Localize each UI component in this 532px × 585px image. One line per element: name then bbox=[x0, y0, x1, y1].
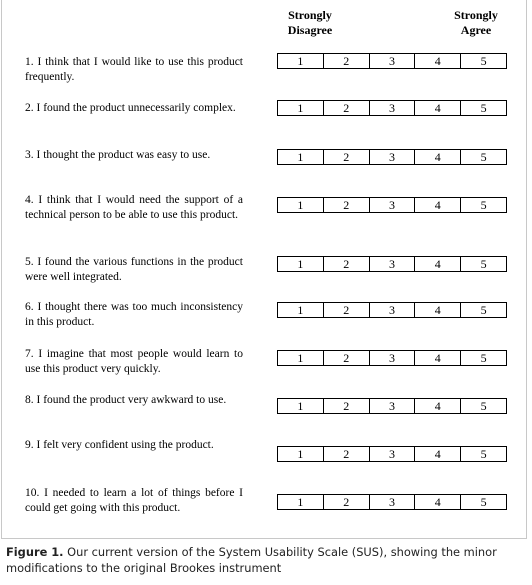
rating-option-5[interactable]: 5 bbox=[460, 399, 506, 413]
rating-option-3[interactable]: 3 bbox=[369, 447, 415, 461]
strongly-disagree-header: Strongly Disagree bbox=[287, 8, 333, 37]
figure-caption-text: Our current version of the System Usability Scale (SUS), showing the minor modifications to the original Brookes instrument bbox=[6, 545, 497, 575]
question-text: 1. I think that I would like to use this product frequently. bbox=[25, 56, 243, 83]
question-text: 5. I found the various functions in the product were well integrated. bbox=[25, 256, 243, 283]
rating-option-4[interactable]: 4 bbox=[414, 351, 460, 365]
rating-option-5[interactable]: 5 bbox=[460, 351, 506, 365]
rating-option-2[interactable]: 2 bbox=[323, 351, 369, 365]
rating-option-2[interactable]: 2 bbox=[323, 54, 369, 68]
question-text: 7. I imagine that most people would learn to use this product very quickly. bbox=[25, 348, 243, 375]
rating-option-5[interactable]: 5 bbox=[460, 101, 506, 115]
rating-option-3[interactable]: 3 bbox=[369, 303, 415, 317]
question-text: 6. I thought there was too much inconsistency in this product. bbox=[25, 301, 243, 328]
question-text: 9. I felt very confident using the product. bbox=[25, 439, 214, 451]
question-text: 4. I think that I would need the support of a technical person to be able to use this product. bbox=[25, 194, 243, 221]
rating-scale bbox=[277, 53, 507, 69]
question-text: 3. I thought the product was easy to use. bbox=[25, 149, 211, 161]
strongly-agree-header: Strongly Agree bbox=[454, 8, 498, 37]
rating-option-2[interactable]: 2 bbox=[323, 399, 369, 413]
rating-option-5[interactable]: 5 bbox=[460, 447, 506, 461]
rating-option-3[interactable]: 3 bbox=[369, 198, 415, 212]
rating-option-5[interactable]: 5 bbox=[460, 495, 506, 509]
rating-option-1[interactable]: 1 bbox=[297, 399, 304, 413]
rating-option-3[interactable]: 3 bbox=[369, 495, 415, 509]
rating-scale bbox=[277, 446, 507, 462]
rating-option-3[interactable]: 3 bbox=[369, 399, 415, 413]
rating-option-4[interactable]: 4 bbox=[414, 150, 460, 164]
rating-option-4[interactable]: 4 bbox=[414, 198, 460, 212]
rating-scale bbox=[277, 256, 507, 272]
rating-option-5[interactable]: 5 bbox=[460, 303, 506, 317]
rating-option-5[interactable]: 5 bbox=[460, 150, 506, 164]
rating-option-3[interactable]: 3 bbox=[369, 101, 415, 115]
rating-option-3[interactable]: 3 bbox=[369, 257, 415, 271]
rating-scale bbox=[277, 398, 507, 414]
rating-option-2[interactable]: 2 bbox=[323, 303, 369, 317]
rating-option-2[interactable]: 2 bbox=[323, 257, 369, 271]
rating-scale bbox=[277, 149, 507, 165]
rating-option-3[interactable]: 3 bbox=[369, 150, 415, 164]
rating-option-1[interactable]: 1 bbox=[297, 150, 304, 164]
rating-option-3[interactable]: 3 bbox=[369, 351, 415, 365]
rating-option-5[interactable]: 5 bbox=[460, 257, 506, 271]
rating-option-2[interactable]: 2 bbox=[323, 447, 369, 461]
figure-caption bbox=[6, 544, 530, 576]
rating-option-5[interactable]: 5 bbox=[460, 54, 506, 68]
question-text: 8. I found the product very awkward to use. bbox=[25, 394, 227, 406]
rating-option-4[interactable]: 4 bbox=[414, 399, 460, 413]
rating-option-2[interactable]: 2 bbox=[323, 198, 369, 212]
rating-option-4[interactable]: 4 bbox=[414, 495, 460, 509]
rating-option-5[interactable]: 5 bbox=[460, 198, 506, 212]
rating-option-3[interactable]: 3 bbox=[369, 54, 415, 68]
rating-option-4[interactable]: 4 bbox=[414, 54, 460, 68]
rating-scale bbox=[277, 494, 507, 510]
rating-option-2[interactable]: 2 bbox=[323, 101, 369, 115]
rating-option-1[interactable]: 1 bbox=[297, 257, 304, 271]
question-text: 10. I needed to learn a lot of things before I could get going with this product. bbox=[25, 487, 243, 514]
rating-option-4[interactable]: 4 bbox=[414, 447, 460, 461]
rating-option-2[interactable]: 2 bbox=[323, 495, 369, 509]
figure-label: Figure 1. bbox=[6, 545, 64, 559]
rating-option-4[interactable]: 4 bbox=[414, 303, 460, 317]
question-text: 2. I found the product unnecessarily complex. bbox=[25, 102, 236, 114]
rating-option-1[interactable]: 1 bbox=[297, 101, 304, 115]
rating-scale bbox=[277, 350, 507, 366]
rating-scale bbox=[277, 100, 507, 116]
rating-scale bbox=[277, 197, 507, 213]
rating-option-1[interactable]: 1 bbox=[297, 447, 304, 461]
rating-option-1[interactable]: 1 bbox=[297, 198, 304, 212]
rating-scale bbox=[277, 302, 507, 318]
rating-option-1[interactable]: 1 bbox=[297, 303, 304, 317]
rating-option-4[interactable]: 4 bbox=[414, 257, 460, 271]
rating-option-4[interactable]: 4 bbox=[414, 101, 460, 115]
rating-option-1[interactable]: 1 bbox=[297, 54, 304, 68]
rating-option-1[interactable]: 1 bbox=[297, 495, 304, 509]
rating-option-2[interactable]: 2 bbox=[323, 150, 369, 164]
rating-option-1[interactable]: 1 bbox=[297, 351, 304, 365]
